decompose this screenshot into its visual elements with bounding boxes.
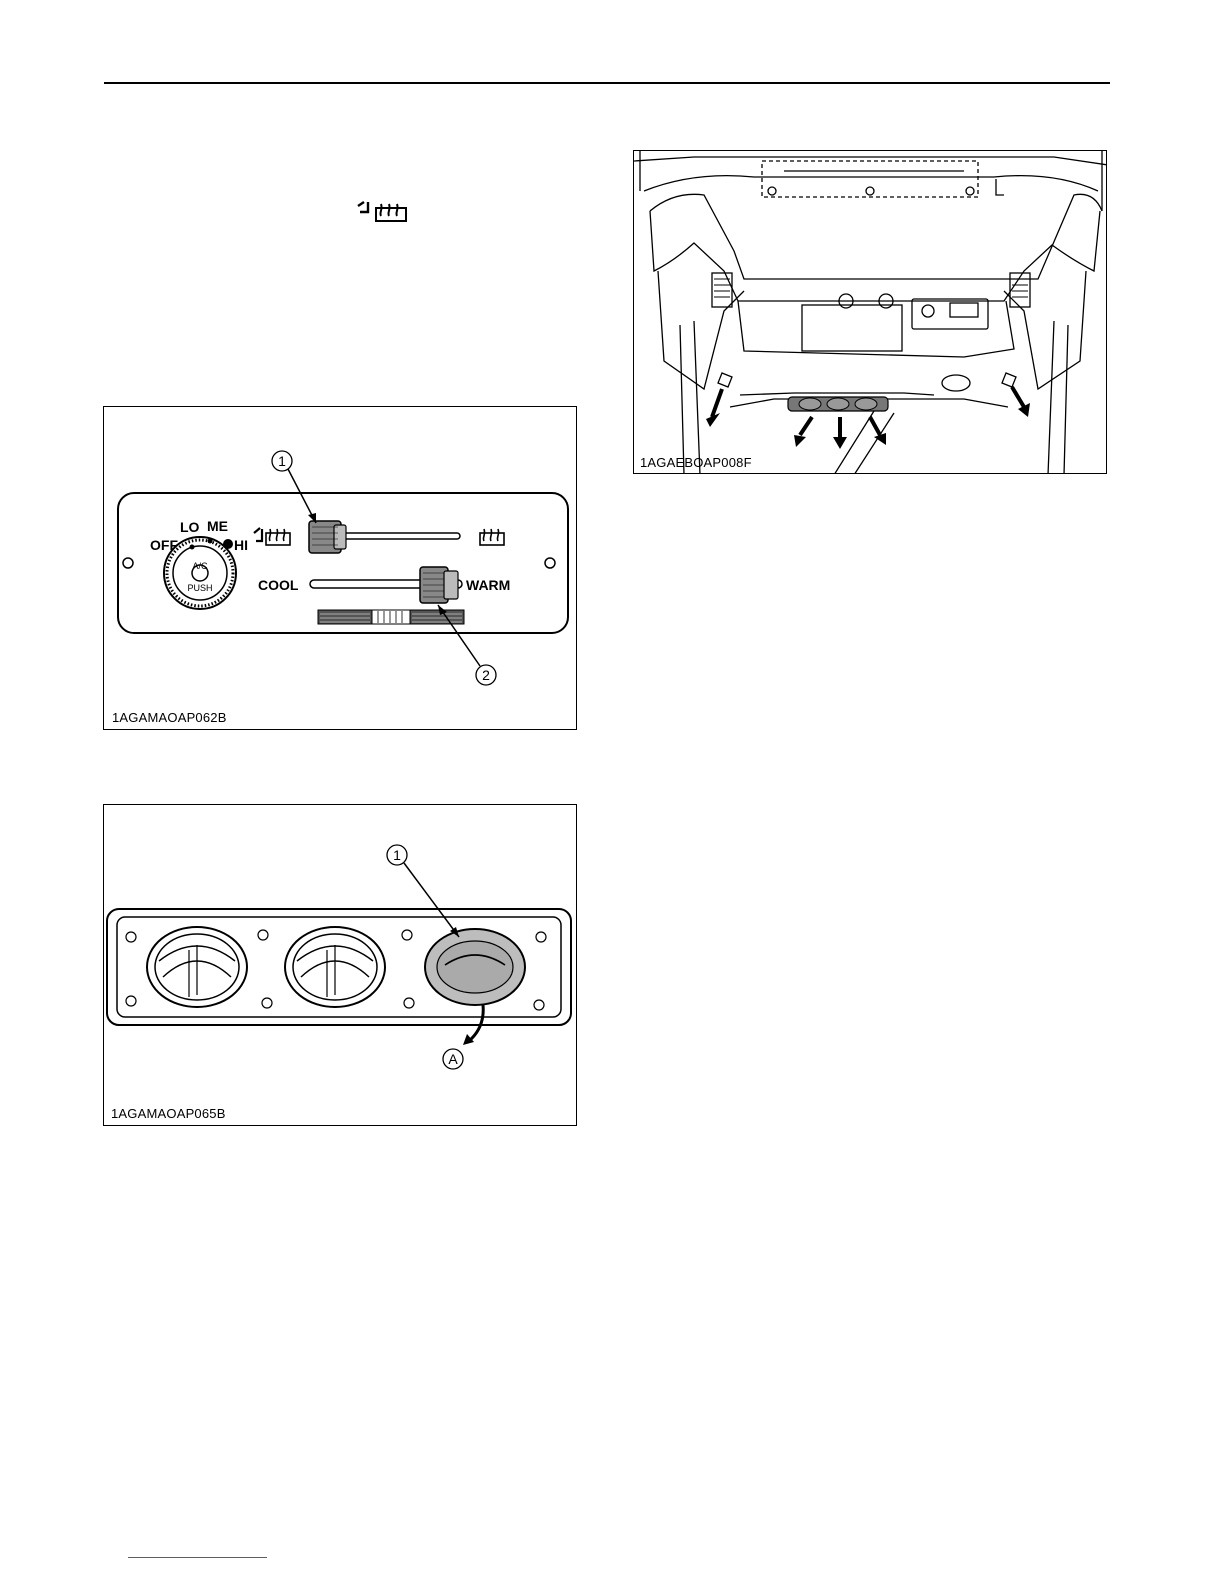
temp-label-warm: WARM xyxy=(466,577,511,593)
callout-a: A xyxy=(448,1051,458,1067)
foot-defrost-mode-icon xyxy=(356,198,410,224)
fan-label-hi: HI xyxy=(234,537,248,553)
cab-interior-illustration xyxy=(634,151,1107,474)
knob-label-push: PUSH xyxy=(187,583,213,593)
callout-1: 1 xyxy=(278,453,286,469)
callout-2: 2 xyxy=(482,667,490,683)
knob-label-ac: A/C xyxy=(192,561,208,571)
cab-interior-figure xyxy=(633,150,1107,474)
figure-caption: 1AGAMAOAP062B xyxy=(112,710,227,725)
vents-labels xyxy=(103,805,577,1126)
footer-link-underline xyxy=(128,1557,267,1558)
vents-figure xyxy=(103,804,577,1126)
control-panel-labels xyxy=(104,407,577,730)
figure-caption: 1AGAMAOAP065B xyxy=(111,1106,226,1121)
fan-label-lo: LO xyxy=(180,519,200,535)
callout-1: 1 xyxy=(393,847,401,863)
temp-label-cool: COOL xyxy=(258,577,299,593)
fan-label-me: ME xyxy=(207,518,228,534)
fan-label-off: OFF xyxy=(150,537,178,553)
header-rule xyxy=(104,82,1110,84)
control-panel-figure xyxy=(103,406,577,730)
figure-caption: 1AGAEBOAP008F xyxy=(640,455,752,470)
